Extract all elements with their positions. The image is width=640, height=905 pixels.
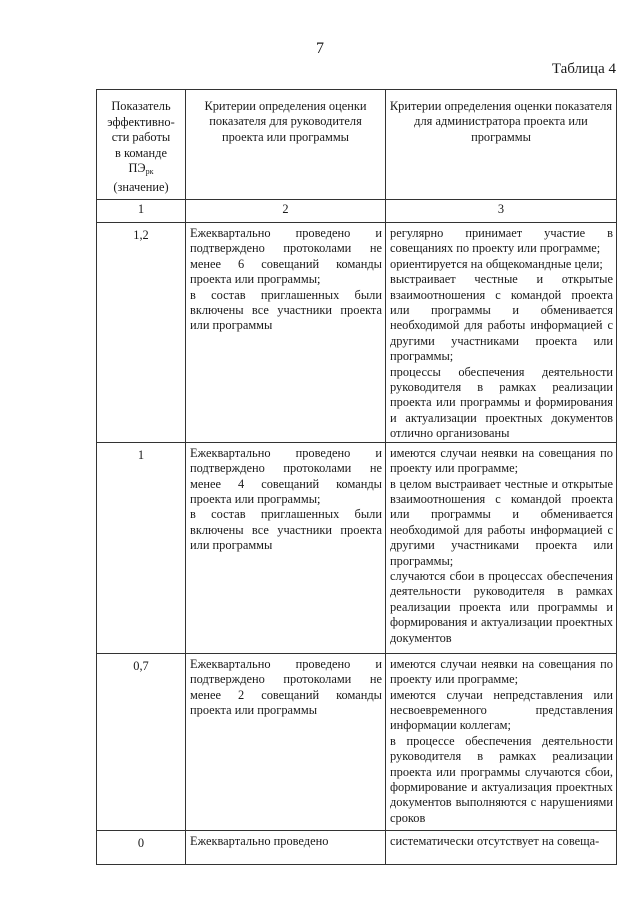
- header-admin-criteria: Критерии определения оценки показателя для администратора проекта или программы: [386, 90, 617, 200]
- leader-criteria: Ежеквартально проведено и подтверждено протоколами не менее 2 совещаний команды проекта или программы: [186, 653, 386, 830]
- header-leader-criteria: Критерии определения оценки показателя для руководителя проекта или программы: [186, 90, 386, 200]
- header-indicator-line: сти работы: [111, 130, 171, 145]
- leader-criteria: Ежеквартально проведено и подтверждено протоколами не менее 4 совещаний команды проекта или программы; в состав приглашенных были включены все участники проекта или программы: [186, 442, 386, 653]
- admin-criteria: регулярно принимает участие в совещаниях по проекту или программе; ориентируется на общекомандные цели; выстраивает честные и открытые взаимоотношения с командой проекта или программы и обменивается необходимой для работы информацией с другими участниками проекта или программы; процессы обеспечения деятельности руководителя в рамках реализации проекта или программы и формирования и актуализации проектных документов отлично организованы: [386, 223, 617, 443]
- indicator-value: 0: [97, 830, 186, 864]
- header-indicator: [97, 90, 186, 200]
- indicator-value: 1: [97, 442, 186, 653]
- indicator-value: 0,7: [97, 653, 186, 830]
- table-header-row: [97, 90, 617, 200]
- header-indicator-line: эффективно-: [107, 114, 175, 129]
- page-number: 7: [316, 40, 324, 57]
- criteria-table: [96, 89, 617, 865]
- leader-criteria: Ежеквартально проведено и подтверждено протоколами не менее 6 совещаний команды проекта или программы; в состав приглашенных были включены все участники проекта или программы: [186, 223, 386, 443]
- column-number: 2: [186, 200, 386, 223]
- admin-criteria: систематически отсутствует на совеща-: [386, 830, 617, 864]
- column-number-row: [97, 200, 617, 223]
- header-indicator-tail: (значение): [113, 179, 169, 194]
- table-row: [97, 653, 617, 830]
- indicator-value: 1,2: [97, 223, 186, 443]
- header-indicator-subscript: рк: [145, 167, 154, 177]
- header-indicator-line: в команде: [115, 145, 167, 160]
- header-indicator-symbol: ПЭ: [128, 161, 146, 176]
- column-number: 3: [386, 200, 617, 223]
- header-indicator-line: Показатель: [111, 99, 171, 113]
- table-caption: Таблица 4: [551, 61, 616, 77]
- table-row: [97, 223, 617, 443]
- column-number: 1: [97, 200, 186, 223]
- admin-criteria: имеются случаи неявки на совещания по проекту или программе; в целом выстраивает честные и открытые взаимоотношения с командой проекта или программы и обменивается необходимой для работы информацией с другими участниками проекта или программы; случаются сбои в процессах обеспечения деятельности руководителя в рамках реализации проекта или программы и формирования и актуализации проектных документов: [386, 442, 617, 653]
- leader-criteria: Ежеквартально проведено: [186, 830, 386, 864]
- table-row: [97, 830, 617, 864]
- admin-criteria: имеются случаи неявки на совещания по проекту или программе; имеются случаи непредставления или несвоевременного представления информации коллегам; в процессе обеспечения деятельности руководителя в рамках реализации проекта или программы случаются сбои, формирование и актуализация проектных документов выполняются с нарушениями сроков: [386, 653, 617, 830]
- table-row: [97, 442, 617, 653]
